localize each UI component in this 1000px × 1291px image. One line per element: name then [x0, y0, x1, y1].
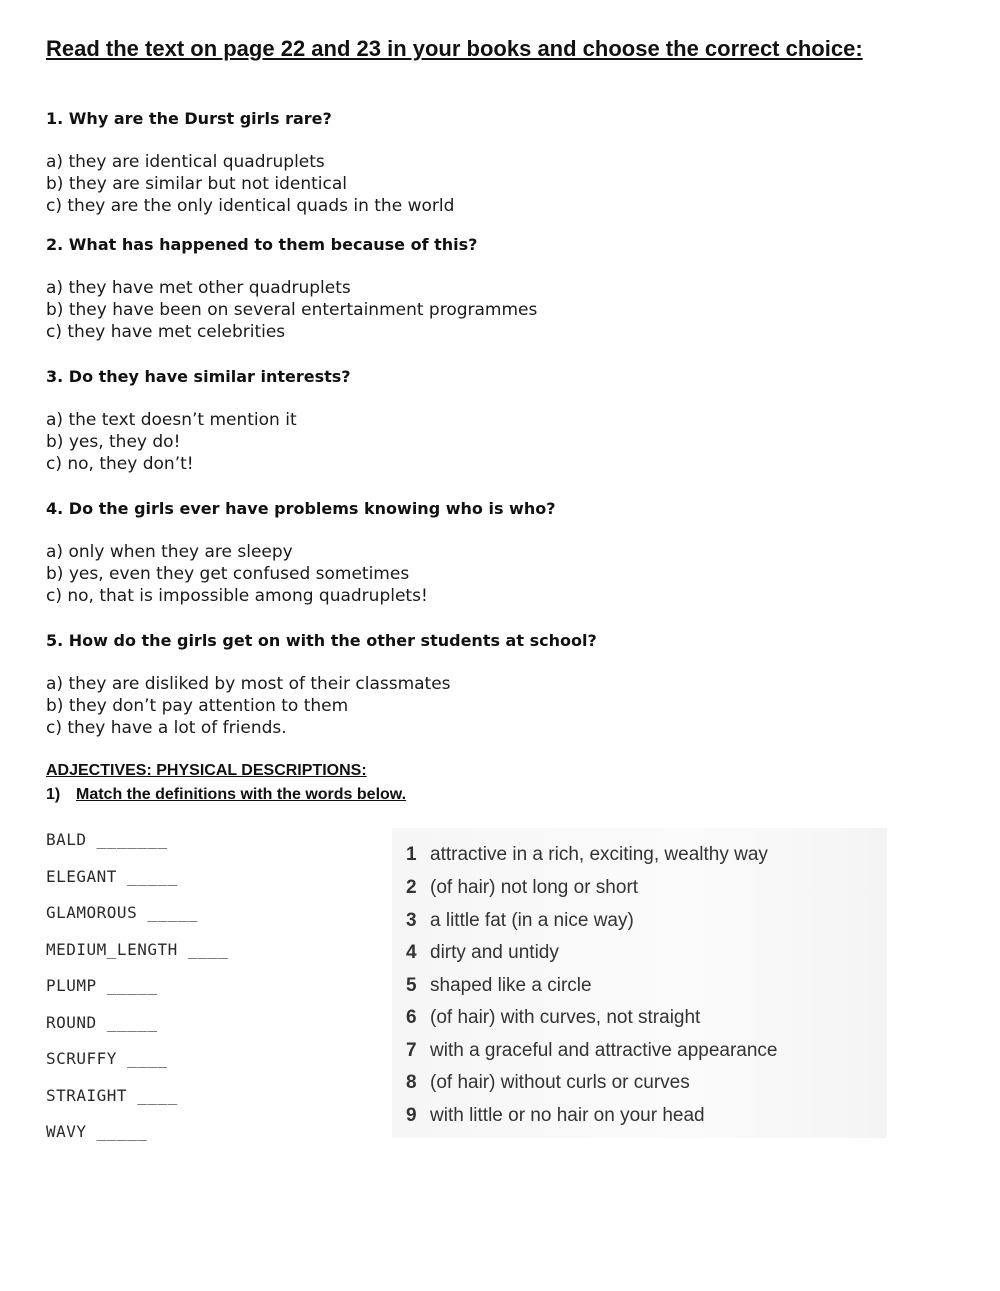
- answer-blank: _____: [106, 976, 158, 995]
- question-text: 3. Do they have similar interests?: [46, 367, 351, 386]
- option-a: a) they are identical quadruplets: [46, 152, 325, 172]
- question-4: [46, 499, 946, 607]
- word-label: MEDIUM_LENGTH: [46, 939, 178, 959]
- option-b: b) yes, they do!: [46, 432, 181, 452]
- word-label: PLUMP: [46, 976, 97, 995]
- word-list: [46, 830, 228, 1159]
- definition-item: [406, 1007, 700, 1029]
- definition-text: attractive in a rich, exciting, wealthy way: [430, 844, 768, 865]
- question-text: 5. How do the girls get on with the other students at school?: [46, 631, 597, 650]
- option-b: b) they have been on several entertainment programmes: [46, 300, 538, 320]
- word-item: [46, 1122, 228, 1159]
- word-label: ELEGANT: [46, 866, 117, 886]
- definition-text: dirty and untidy: [430, 942, 559, 963]
- definition-item: [406, 1072, 690, 1094]
- question-1: [46, 109, 946, 217]
- answer-blank: _____: [106, 1012, 158, 1032]
- definition-text: with a graceful and attractive appearance: [430, 1040, 778, 1061]
- option-a: a) they have met other quadruplets: [46, 278, 351, 298]
- options-list: [46, 151, 946, 217]
- question-text: 1. Why are the Durst girls rare?: [46, 109, 332, 128]
- definition-item: [406, 975, 592, 997]
- definition-text: a little fat (in a nice way): [430, 910, 634, 931]
- definition-item: [406, 942, 559, 964]
- word-item: [46, 1013, 228, 1050]
- definition-number: 3: [406, 910, 417, 931]
- option-c: c) they have a lot of friends.: [46, 718, 287, 738]
- question-text: 2. What has happened to them because of this?: [46, 235, 478, 254]
- answer-blank: ____: [127, 1049, 168, 1068]
- answer-blank: _____: [96, 1122, 148, 1141]
- match-instruction: [46, 786, 406, 804]
- answer-blank: _______: [96, 830, 168, 849]
- instruction-text: Match the definitions with the words below.: [76, 786, 407, 803]
- question-3: [46, 367, 946, 475]
- definition-text: (of hair) not long or short: [430, 877, 639, 898]
- definition-number: 2: [406, 877, 417, 898]
- word-label: ROUND: [46, 1012, 97, 1032]
- question-2: [46, 235, 946, 343]
- definition-text: shaped like a circle: [430, 975, 592, 996]
- word-item: [46, 830, 228, 867]
- definition-item: [406, 910, 634, 932]
- option-c: c) they are the only identical quads in the world: [46, 196, 455, 216]
- definition-number: 7: [406, 1040, 417, 1061]
- word-item: [46, 940, 228, 977]
- word-label: GLAMOROUS: [46, 903, 138, 922]
- definition-item: [406, 1040, 778, 1062]
- section-heading: ADJECTIVES: PHYSICAL DESCRIPTIONS:: [46, 762, 367, 779]
- word-item: [46, 976, 228, 1013]
- option-a: a) they are disliked by most of their classmates: [46, 674, 451, 694]
- definition-item: [406, 1105, 705, 1127]
- definition-number: 9: [406, 1105, 417, 1126]
- word-label: SCRUFFY: [46, 1049, 117, 1068]
- option-b: b) they don’t pay attention to them: [46, 696, 349, 716]
- word-label: WAVY: [46, 1122, 87, 1141]
- definition-number: 8: [406, 1072, 417, 1093]
- definition-text: with little or no hair on your head: [430, 1105, 705, 1126]
- definition-number: 4: [406, 942, 417, 963]
- question-5: [46, 631, 946, 739]
- definition-item: [406, 877, 638, 899]
- options-list: [46, 541, 946, 607]
- answer-blank: _____: [127, 866, 178, 886]
- word-item: [46, 903, 228, 940]
- definition-text: (of hair) with curves, not straight: [430, 1007, 701, 1028]
- option-a: a) only when they are sleepy: [46, 542, 293, 562]
- word-label: BALD: [46, 830, 87, 849]
- definition-item: [406, 844, 768, 866]
- options-list: [46, 673, 946, 739]
- option-b: b) they are similar but not identical: [46, 174, 347, 194]
- instruction-number: 1): [46, 786, 61, 803]
- definition-text: (of hair) without curls or curves: [430, 1072, 690, 1093]
- option-c: c) they have met celebrities: [46, 322, 286, 342]
- option-a: a) the text doesn’t mention it: [46, 410, 297, 430]
- answer-blank: ____: [187, 939, 229, 959]
- definitions-box: [392, 828, 887, 1138]
- page-title: Read the text on page 22 and 23 in your books and choose the correct choice:: [46, 36, 863, 61]
- definition-number: 1: [406, 844, 417, 865]
- word-item: [46, 1049, 228, 1086]
- options-list: [46, 277, 946, 343]
- option-c: c) no, they don’t!: [46, 454, 194, 474]
- word-item: [46, 1086, 228, 1123]
- answer-blank: _____: [147, 903, 199, 922]
- options-list: [46, 409, 946, 475]
- option-b: b) yes, even they get confused sometimes: [46, 564, 410, 584]
- word-item: [46, 867, 228, 904]
- word-label: STRAIGHT: [46, 1085, 128, 1105]
- answer-blank: ____: [137, 1085, 178, 1105]
- option-c: c) no, that is impossible among quadruplets!: [46, 586, 428, 606]
- definition-number: 6: [406, 1007, 417, 1028]
- question-text: 4. Do the girls ever have problems knowing who is who?: [46, 499, 556, 518]
- definition-number: 5: [406, 975, 417, 996]
